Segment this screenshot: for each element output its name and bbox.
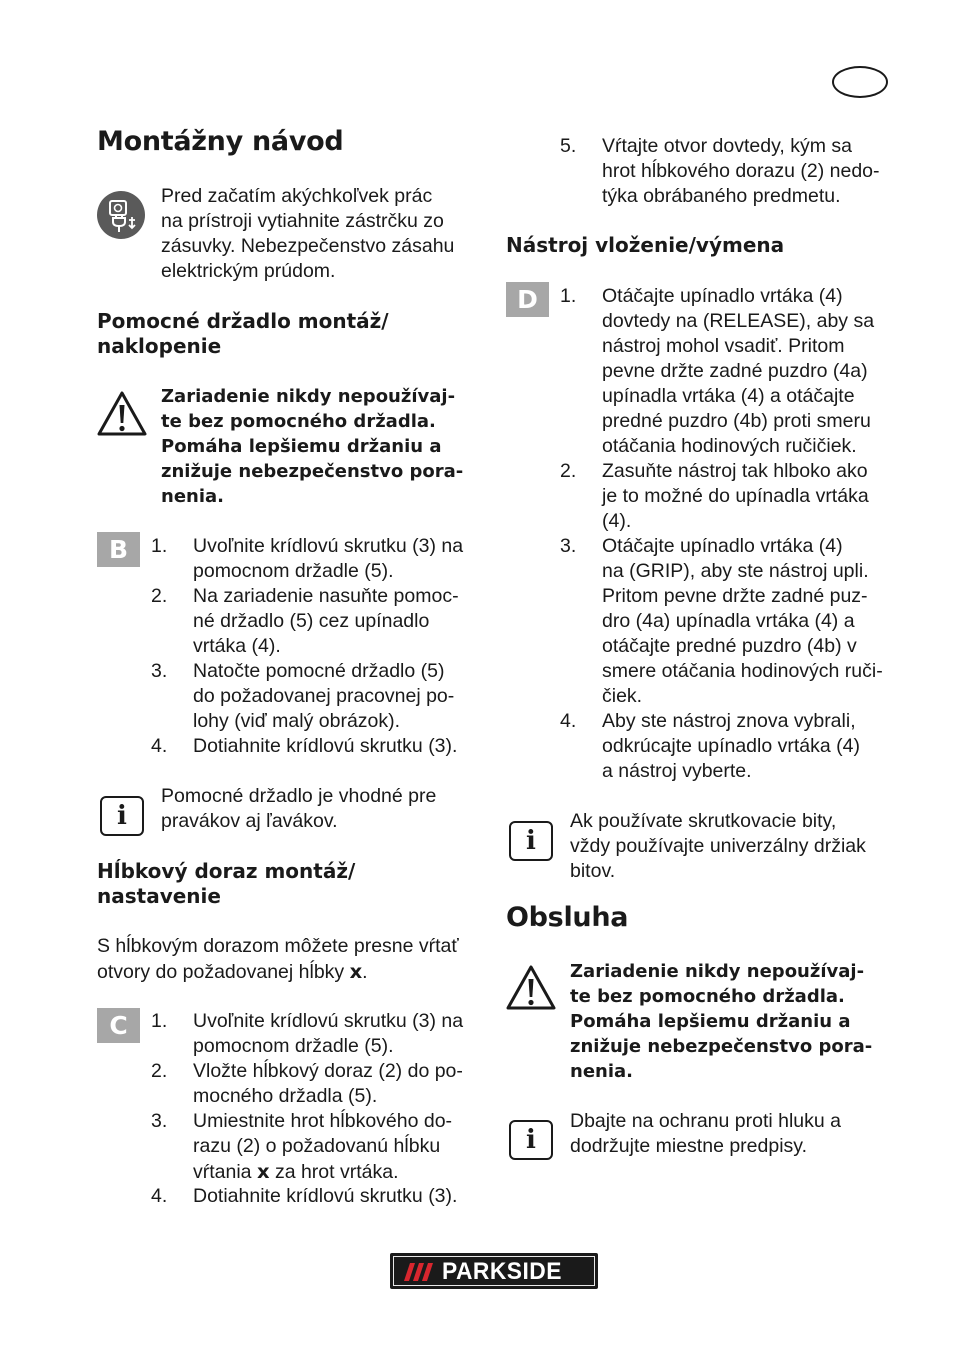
- text-line: Na zariadenie nasuňte pomoc-: [193, 585, 459, 607]
- text-line: Zariadenie nikdy nepoužívaj-: [161, 386, 456, 407]
- warning-text: [161, 384, 463, 509]
- text-line: pomocnom držadle (5).: [193, 1035, 394, 1057]
- info-icon: i: [509, 821, 553, 861]
- text-line: Ak používate skrutkovacie bity,: [570, 810, 837, 832]
- text-line: Dbajte na ochranu proti hluku a: [570, 1110, 842, 1132]
- list-item: [560, 709, 900, 784]
- text-line: smere otáčania hodinových ruči-: [602, 660, 883, 682]
- text-line: Vložte hĺbkový doraz (2) do po-: [193, 1060, 463, 1082]
- list-item: [151, 584, 491, 659]
- text-line: né držadlo (5) cez upínadlo: [193, 610, 430, 632]
- info-icon: i: [100, 796, 144, 836]
- figure-badge-b: B: [97, 532, 140, 567]
- safety-intro-text: [161, 184, 454, 284]
- text-line: nástroj mohol vsadiť. Pritom: [602, 335, 845, 357]
- text-line: na prístroji vytiahnite zástrčku zo: [161, 210, 444, 232]
- brand-logo: [390, 1253, 598, 1289]
- list-item: [151, 1109, 491, 1184]
- text-line: bitov.: [570, 860, 616, 882]
- list-item: [560, 134, 900, 209]
- text-line: nenia.: [570, 1061, 633, 1082]
- info-text-handle: [161, 784, 436, 834]
- text-line: nenia.: [161, 486, 224, 507]
- text-line: čiek.: [602, 685, 643, 707]
- text-line: predné puzdro (4b) proti smeru: [602, 410, 871, 432]
- warning-icon: [96, 390, 148, 438]
- text-line: Natočte pomocné držadlo (5): [193, 660, 445, 682]
- text-segment: za hrot vrtáka.: [269, 1161, 399, 1183]
- text-line: odkrúcajte upínadlo vrtáka (4): [602, 735, 860, 757]
- text-line: do požadovanej pracovnej po-: [193, 685, 455, 707]
- text-line: [193, 1159, 452, 1185]
- heading-line: Pomocné držadlo montáž/: [97, 309, 389, 333]
- text-line: otáčajte predné puzdro (4b) v: [602, 635, 857, 657]
- step-number: 1.: [151, 535, 168, 557]
- step-number: 2.: [560, 460, 577, 482]
- list-item: [151, 734, 491, 759]
- text-line: vždy používajte univerzálny držiak: [570, 835, 866, 857]
- figure-badge-d: D: [506, 282, 549, 317]
- step-number: 2.: [151, 585, 168, 607]
- warning-text: [570, 959, 872, 1084]
- figure-badge-c: C: [97, 1008, 140, 1043]
- warning-icon: [505, 964, 557, 1012]
- list-item: [560, 284, 900, 459]
- text-line: Pritom pevne držte zadné puz-: [602, 585, 868, 607]
- text-line: znižuje nebezpečenstvo pora-: [570, 1036, 873, 1057]
- section-title-operation: Obsluha: [506, 902, 629, 933]
- text-line: otáčania hodinových ručičiek.: [602, 435, 857, 457]
- text-line: lohy (viď malý obrázok).: [193, 710, 401, 732]
- list-item: [151, 1009, 491, 1059]
- list-item: [560, 534, 900, 709]
- text-line: Pomocné držadlo je vhodné pre: [161, 785, 437, 807]
- text-line: týka obrábaného predmetu.: [602, 185, 841, 207]
- text-line: Uvoľnite krídlovú skrutku (3) na: [193, 535, 464, 557]
- step-number: 4.: [151, 1185, 168, 1207]
- depth-stop-intro: [97, 934, 459, 985]
- text-line: upínadla vrtáka (4) a otáčajte: [602, 385, 855, 407]
- text-line: elektrickým prúdom.: [161, 260, 336, 282]
- text-segment: .: [362, 961, 368, 983]
- text-line: dodržujte miestne predpisy.: [570, 1135, 808, 1157]
- step-number: 5.: [560, 135, 577, 157]
- text-line: Otáčajte upínadlo vrtáka (4): [602, 285, 843, 307]
- text-line: Dotiahnite krídlovú skrutku (3).: [193, 735, 458, 757]
- text-line: hrot hĺbkového dorazu (2) nedo-: [602, 160, 880, 182]
- text-line: dovtedy na (RELEASE), aby sa: [602, 310, 875, 332]
- step-number: 3.: [151, 660, 168, 682]
- text-line: S hĺbkovým dorazom môžete presne vŕtať: [97, 935, 459, 957]
- info-text-bits: [570, 809, 866, 884]
- heading-line: Hĺbkový doraz montáž/: [97, 859, 356, 883]
- text-line: pomocnom držadle (5).: [193, 560, 394, 582]
- list-item: [151, 1184, 491, 1209]
- text-line: dro (4a) upínadla vrtáka (4) a: [602, 610, 855, 632]
- step-number: 2.: [151, 1060, 168, 1082]
- info-text-noise: [570, 1109, 841, 1159]
- info-icon: i: [509, 1120, 553, 1160]
- section-heading-aux-handle: [97, 309, 389, 359]
- text-line: pravákov aj ľavákov.: [161, 810, 338, 832]
- step-number: 4.: [151, 735, 168, 757]
- text-line: Umiestnite hrot hĺbkového do-: [193, 1110, 453, 1132]
- text-line: Pred začatím akýchkoľvek prác: [161, 185, 433, 207]
- logo-stripes-icon: [404, 1263, 438, 1281]
- text-line: Zasuňte nástroj tak hlboko ako: [602, 460, 868, 482]
- text-segment: otvory do požadovanej hĺbky: [97, 961, 350, 983]
- text-line: Uvoľnite krídlovú skrutku (3) na: [193, 1010, 464, 1032]
- list-item: [151, 659, 491, 734]
- list-item: [560, 459, 900, 534]
- text-line: pevne držte zadné puzdro (4a): [602, 360, 868, 382]
- section-heading-tool-insert: Nástroj vloženie/výmena: [506, 233, 785, 257]
- text-line: je to možné do upínadla vrtáka: [602, 485, 869, 507]
- step-number: 3.: [151, 1110, 168, 1132]
- brand-name: PARKSIDE: [442, 1258, 562, 1285]
- unplug-icon: [96, 190, 146, 240]
- step-number: 1.: [560, 285, 577, 307]
- text-line: (4).: [602, 510, 632, 532]
- text-line: te bez pomocného držadla.: [570, 986, 845, 1007]
- text-line: zásuvky. Nebezpečenstvo zásahu: [161, 235, 455, 257]
- text-line: na (GRIP), aby ste nástroj upli.: [602, 560, 869, 582]
- step-number: 1.: [151, 1010, 168, 1032]
- step-list-tool-insert: [560, 284, 900, 784]
- section-title-assembly: Montážny návod: [97, 126, 344, 157]
- text-segment: vŕtania: [193, 1161, 257, 1183]
- text-line: Zariadenie nikdy nepoužívaj-: [570, 961, 865, 982]
- text-line: te bez pomocného držadla.: [161, 411, 436, 432]
- step-list-aux-handle: [151, 534, 491, 759]
- text-line: vrtáka (4).: [193, 635, 281, 657]
- step-list-depth-stop: [151, 1009, 491, 1209]
- text-line: [97, 959, 459, 985]
- language-marker-oval: [832, 66, 888, 98]
- text-line: Pomáha lepšiemu držaniu a: [161, 436, 442, 457]
- step-five-continued: [560, 134, 900, 209]
- text-line: razu (2) o požadovanú hĺbku: [193, 1135, 441, 1157]
- text-line: mocného držadla (5).: [193, 1085, 378, 1107]
- heading-line: nastavenie: [97, 884, 221, 908]
- text-line: a nástroj vyberte.: [602, 760, 752, 782]
- heading-line: naklopenie: [97, 334, 222, 358]
- text-line: Otáčajte upínadlo vrtáka (4): [602, 535, 843, 557]
- section-heading-depth-stop: [97, 859, 355, 909]
- text-line: Aby ste nástroj znova vybrali,: [602, 710, 856, 732]
- text-line: Pomáha lepšiemu držaniu a: [570, 1011, 851, 1032]
- text-line: Vŕtajte otvor dovtedy, kým sa: [602, 135, 852, 157]
- step-number: 3.: [560, 535, 577, 557]
- list-item: [151, 1059, 491, 1109]
- list-item: [151, 534, 491, 584]
- step-number: 4.: [560, 710, 577, 732]
- text-line: znižuje nebezpečenstvo pora-: [161, 461, 464, 482]
- depth-variable-x: x: [349, 960, 363, 983]
- text-line: Dotiahnite krídlovú skrutku (3).: [193, 1185, 458, 1207]
- depth-variable-x: x: [256, 1160, 270, 1183]
